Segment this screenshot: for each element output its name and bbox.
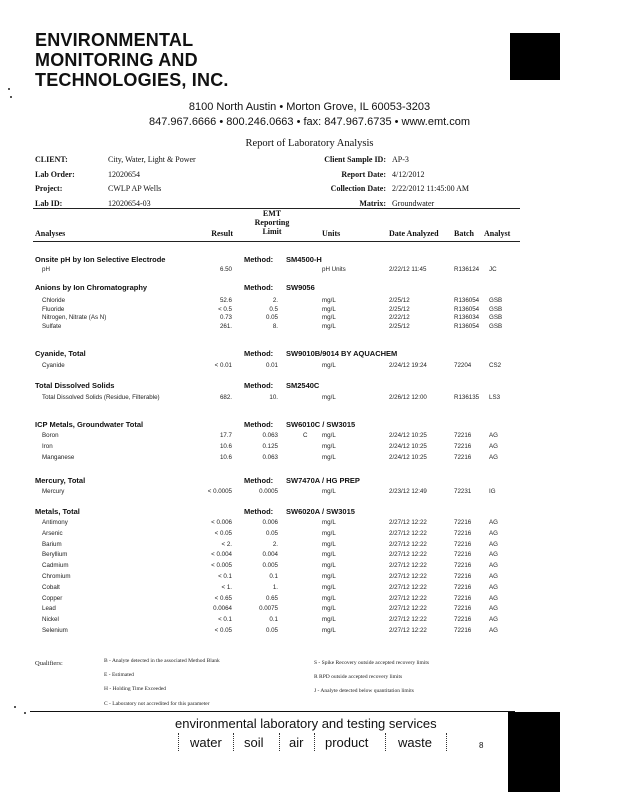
qualifier-h: H - Holding Time Exceeded [104,686,167,692]
units-value: mg/L [322,314,336,321]
reporting-limit: 0.063 [262,432,278,439]
column-rule [33,241,520,242]
analyst-value: AG [489,605,498,613]
units-value: mg/L [322,454,336,461]
col-emt: EMT [262,209,282,218]
result-value: < 0.006 [211,519,232,526]
batch-value: 72216 [454,616,472,624]
analyst-value: AG [489,573,498,580]
reporting-limit: 0.1 [269,573,278,580]
result-value: < 0.1 [218,616,232,624]
client-value: City, Water, Light & Power [108,155,196,164]
reporting-limit: 0.125 [262,443,278,450]
analyte-name: Nickel [42,616,59,624]
analyte-name: Cobalt [42,583,60,591]
result-value: 0.73 [219,314,232,321]
analyte-name: Cadmium [42,562,69,570]
analyst-value: AG [489,443,498,450]
company-name-line: ENVIRONMENTAL [35,30,194,50]
batch-value: 72216 [454,583,472,591]
reporting-limit: 0.005 [262,562,278,570]
date-analyzed: 2/27/12 12:22 [389,529,427,537]
company-address: 8100 North Austin • Morton Grove, IL 60053-3203 [188,101,431,113]
analyte-name: Fluoride [42,305,65,313]
batch-value: 72216 [454,540,472,548]
units-value: mg/L [322,443,336,450]
date-analyzed: 2/27/12 12:22 [389,551,427,559]
col-reporting-limit [244,209,300,236]
reporting-limit: 10. [269,394,278,401]
units-value: mg/L [322,551,336,559]
batch-value: 72216 [454,454,472,461]
analyte-name: Iron [42,443,53,450]
result-value: 17.7 [219,432,232,439]
reporting-limit: 2. [272,297,278,304]
qualifier-e: E - Estimated [104,672,134,678]
reporting-limit: 0.05 [265,627,278,634]
result-value: 261. [219,322,232,330]
analyte-name: Chloride [42,297,66,304]
col-units: Units [322,229,341,238]
col-result: Result [211,229,233,238]
col-reporting: Reporting [254,218,290,227]
units-value: mg/L [322,519,336,526]
qualifier-r: R RPD outside accepted recovery limits [314,674,403,680]
date-analyzed: 2/27/12 12:22 [389,605,427,613]
units-value: mg/L [322,432,336,439]
analyst-value: AG [489,627,498,634]
service-water: water [190,735,222,750]
date-analyzed: 2/27/12 12:22 [389,562,427,570]
analyte-name: Antimony [42,519,68,526]
qualifier-j: J - Analyte detected below quantitation limits [314,688,414,694]
reporting-limit: 8. [272,322,278,330]
analyst-value: CS2 [489,362,502,369]
date-analyzed: 2/27/12 12:22 [389,583,427,591]
batch-value: 72216 [454,551,472,559]
col-analyses: Analyses [35,229,66,238]
date-analyzed: 2/27/12 12:22 [389,616,427,624]
reporting-limit: 0.05 [265,314,278,321]
service-separator [233,733,234,751]
reporting-limit: 0.0005 [259,488,278,495]
result-value: < 0.05 [214,529,232,537]
reporting-limit: 0.1 [269,616,278,624]
method-value: SM4500-H [286,255,322,264]
analyst-value: JC [489,266,497,273]
service-separator [314,733,315,751]
units-value: mg/L [322,616,336,624]
units-value: mg/L [322,605,336,613]
units-value: mg/L [322,488,336,495]
method-value: SM2540C [286,381,320,390]
collection-date-label: Collection Date: [330,184,386,193]
result-value: 0.0064 [213,605,232,613]
method-value: SW6020A / SW3015 [286,507,355,516]
client-label: CLIENT: [35,155,68,164]
batch-value: 72216 [454,627,472,634]
reporting-limit: 1. [272,583,278,591]
date-analyzed: 2/22/12 [389,314,410,321]
batch-value: 72231 [454,488,472,495]
batch-value: R136124 [454,266,480,273]
method-value: SW9056 [286,283,315,292]
project-label: Project: [35,184,63,193]
section-title: ICP Metals, Groundwater Total [35,420,144,429]
method-label: Method: [244,255,274,264]
units-value: pH Units [322,266,346,273]
method-label: Method: [244,420,274,429]
date-analyzed: 2/22/12 11:45 [389,266,427,273]
reporting-limit: 0.5 [269,305,278,313]
result-value: < 0.005 [211,562,232,570]
reporting-limit: 0.006 [262,519,278,526]
method-label: Method: [244,349,274,358]
date-analyzed: 2/24/12 10:25 [389,454,427,461]
company-contact: 847.967.6666 • 800.246.0663 • fax: 847.967.6735 • www.emt.com [149,116,470,128]
method-value: SW9010B/9014 BY AQUACHEM [286,349,398,358]
section-title: Total Dissolved Solids [35,381,115,390]
date-analyzed: 2/24/12 10:25 [389,443,427,450]
analyst-value: AG [489,562,498,570]
scan-speck [14,706,16,708]
report-date-value: 4/12/2012 [392,170,425,179]
analyte-name: Boron [42,432,59,439]
analyst-value: AG [489,519,498,526]
col-analyst: Analyst [484,229,511,238]
date-analyzed: 2/25/12 [389,297,410,304]
section-title: Cyanide, Total [35,349,86,358]
footer-rule [30,711,515,712]
matrix-label: Matrix: [359,199,386,208]
collection-date-value: 2/22/2012 11:45:00 AM [392,184,470,193]
analyte-name: Nitrogen, Nitrate (As N) [42,314,107,321]
units-value: mg/L [322,583,336,591]
batch-value: 72216 [454,562,472,570]
matrix-value: Groundwater [392,199,435,208]
units-value: mg/L [322,297,336,304]
units-value: mg/L [322,529,336,537]
analyst-value: IG [489,488,496,495]
date-analyzed: 2/23/12 12:49 [389,488,427,495]
analyst-value: GSB [489,297,503,304]
client-sample-value: AP-3 [392,155,409,164]
date-analyzed: 2/27/12 12:22 [389,573,427,580]
units-value: mg/L [322,573,336,580]
date-analyzed: 2/24/12 10:25 [389,432,427,439]
analyst-value: AG [489,551,498,559]
section-title: Metals, Total [35,507,80,516]
units-value: mg/L [322,322,336,330]
batch-value: 72216 [454,432,472,439]
client-sample-label: Client Sample ID: [324,155,386,164]
result-value: < 0.05 [214,627,232,634]
batch-value: 72216 [454,594,472,602]
section-title: Anions by Ion Chromatography [35,283,148,292]
service-waste: waste [398,735,432,750]
col-limit: Limit [262,227,282,236]
result-value: < 1. [221,583,232,591]
scan-speck [24,712,26,714]
result-value: < 0.004 [211,551,232,559]
reporting-limit: 0.063 [262,454,278,461]
method-label: Method: [244,283,274,292]
analyst-value: AG [489,583,498,591]
reporting-limit: 0.01 [265,362,278,369]
lab-id-value: 12020654-03 [108,199,151,208]
reporting-limit: 0.05 [265,529,278,537]
result-value: 10.6 [219,454,232,461]
qualifiers-label: Qualifiers: [35,660,63,667]
service-soil: soil [244,735,264,750]
service-product: product [325,735,369,750]
lab-order-label: Lab Order: [35,170,75,179]
analyst-value: AG [489,616,498,624]
service-separator [279,733,280,751]
result-value: < 0.01 [214,362,232,369]
col-date: Date Analyzed [389,229,439,238]
analyst-value: AG [489,529,498,537]
section-title: Onsite pH by Ion Selective Electrode [35,255,166,264]
batch-value: 72216 [454,529,472,537]
result-value: 10.6 [219,443,232,450]
footer-black-block [508,712,560,792]
analyst-value: AG [489,594,498,602]
report-date-label: Report Date: [341,170,386,179]
lab-order-value: 12020654 [108,170,140,179]
footer-title: environmental laboratory and testing services [175,716,437,731]
qualifier-s: S - Spike Recovery outside accepted recovery limits [314,660,430,666]
batch-value: 72204 [454,362,472,369]
result-value: < 0.65 [214,594,232,602]
batch-value: 72216 [454,519,472,526]
analyte-name: Beryllium [42,551,68,559]
company-name-line: MONITORING AND [35,50,198,70]
date-analyzed: 2/27/12 12:22 [389,540,427,548]
result-value: < 0.5 [218,305,232,313]
company-name [35,30,229,90]
analyte-name: Cyanide [42,362,65,369]
analyte-name: Lead [42,605,56,613]
col-batch: Batch [454,229,474,238]
units-value: mg/L [322,540,336,548]
date-analyzed: 2/24/12 19:24 [389,362,427,369]
batch-value: R136034 [454,314,480,321]
service-air: air [289,735,304,750]
report-title: Report of Laboratory Analysis [245,138,374,149]
section-title: Mercury, Total [35,476,86,485]
batch-value: R136135 [454,394,480,401]
project-value: CWLP AP Wells [108,184,162,193]
units-value: mg/L [322,594,336,602]
batch-value: R136054 [454,297,480,304]
date-analyzed: 2/25/12 [389,305,410,313]
analyte-name: Arsenic [42,529,63,537]
units-value: mg/L [322,627,336,634]
units-value: mg/L [322,394,336,401]
analyte-name: Copper [42,594,63,602]
result-value: < 0.1 [218,573,232,580]
analyst-value: GSB [489,314,503,321]
result-value: 682. [219,394,232,401]
date-analyzed: 2/27/12 12:22 [389,594,427,602]
method-label: Method: [244,476,274,485]
analyst-value: AG [489,454,498,461]
analyst-value: LS3 [489,394,501,401]
lab-id-label: Lab ID: [35,199,63,208]
date-analyzed: 2/26/12 12:00 [389,394,427,401]
date-analyzed: 2/25/12 [389,322,410,330]
header-black-block [510,33,560,80]
result-value: < 2. [221,540,232,548]
company-name-line: TECHNOLOGIES, INC. [35,70,229,90]
qualifier-b: B - Analyte detected in the associated Method Blank [104,658,220,664]
analyst-value: AG [489,540,498,548]
units-value: mg/L [322,362,336,369]
reporting-limit: 0.0075 [259,605,278,613]
units-value: mg/L [322,562,336,570]
analyte-name: Chromium [42,573,71,580]
method-value: SW7470A / HG PREP [286,476,360,485]
analyst-value: AG [489,432,498,439]
reporting-limit: 0.65 [265,594,278,602]
result-value: 52.6 [219,297,232,304]
method-value: SW6010C / SW3015 [286,420,356,429]
service-separator [178,733,179,751]
batch-value: 72216 [454,573,472,580]
units-value: mg/L [322,305,336,313]
analyte-name: Sulfate [42,322,62,330]
result-value: < 0.0005 [207,488,232,495]
batch-value: R136054 [454,305,480,313]
batch-value: 72216 [454,443,472,450]
service-separator [446,733,447,751]
analyte-name: Mercury [42,488,65,495]
qualifier-flag: C [303,432,308,439]
analyte-name: Manganese [42,454,75,461]
batch-value: 72216 [454,605,472,613]
scan-speck [10,96,12,98]
scan-speck [8,88,10,90]
analyte-name: Total Dissolved Solids (Residue, Filterable) [42,394,160,401]
method-label: Method: [244,381,274,390]
analyst-value: GSB [489,305,503,313]
analyte-name: pH [42,266,50,273]
analyte-name: Barium [42,540,62,548]
date-analyzed: 2/27/12 12:22 [389,519,427,526]
analyte-name: Selenium [42,627,68,634]
date-analyzed: 2/27/12 12:22 [389,627,427,634]
batch-value: R136054 [454,322,480,330]
qualifier-c: C - Laboratory not accredited for this parameter [104,701,210,707]
method-label: Method: [244,507,274,516]
reporting-limit: 2. [272,540,278,548]
service-separator [385,733,386,751]
reporting-limit: 0.004 [262,551,278,559]
analyst-value: GSB [489,322,503,330]
page-number: 8 [479,741,484,750]
result-value: 6.50 [219,266,232,273]
